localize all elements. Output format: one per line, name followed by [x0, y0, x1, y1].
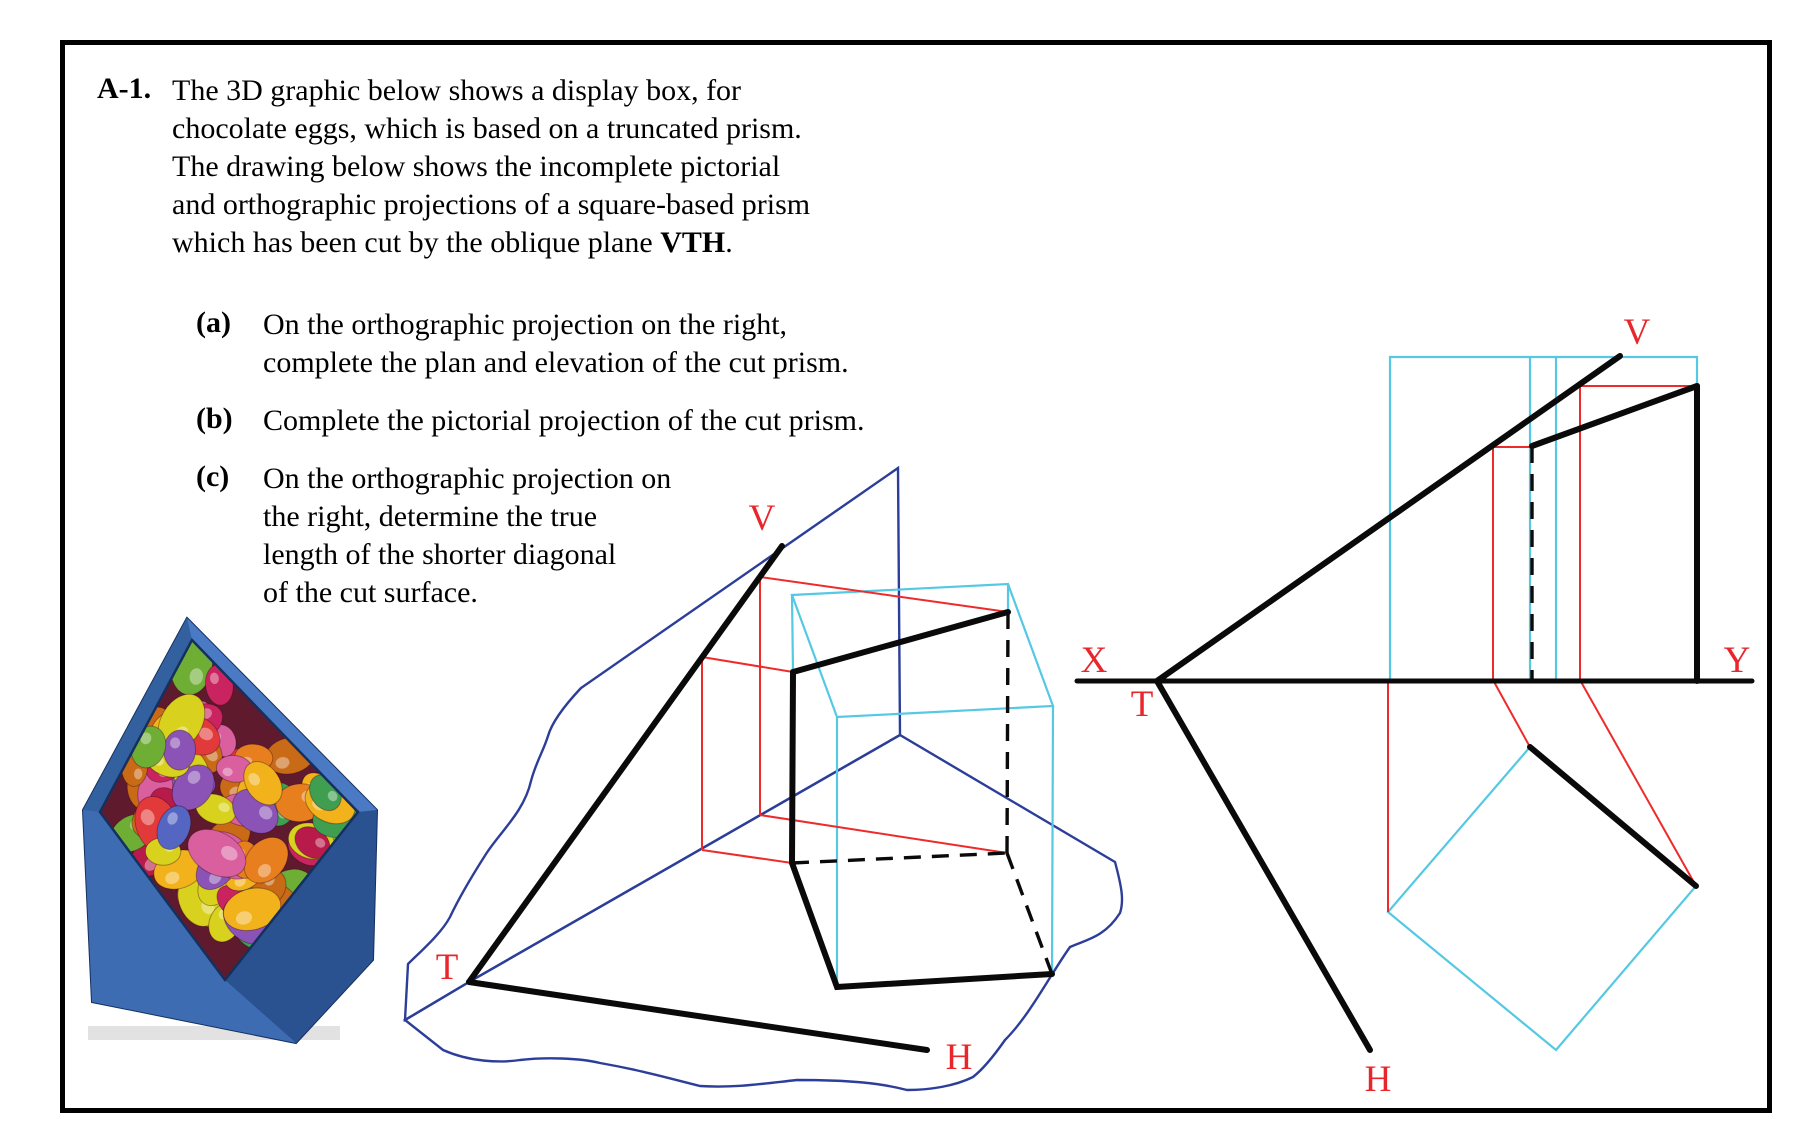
part-b-label: (b): [196, 402, 233, 435]
ortho-label-x: X: [1080, 640, 1108, 681]
prism-base-front-edges: [792, 863, 1052, 987]
pictorial-label-v: V: [748, 498, 776, 539]
vertical-trace-vt: [1157, 356, 1620, 681]
part-c-label: (c): [196, 460, 230, 493]
trace-line-th-pictorial: [469, 982, 927, 1050]
trace-line-vt-pictorial: [469, 546, 782, 982]
part-c-line: the right, determine the true: [263, 500, 598, 533]
part-a-label: (a): [196, 306, 231, 339]
part-b-line: Complete the pictorial projection of the cut prism.: [263, 404, 865, 437]
prism-edge-left-upper: [792, 595, 793, 672]
ortho-label-t: T: [1130, 684, 1154, 725]
statement-period: .: [725, 226, 733, 259]
horizontal-trace-th: [1157, 681, 1370, 1050]
vertical-plane-outline: [405, 468, 900, 1020]
orthographic-projection: [1077, 312, 1752, 1100]
uncut-plan-diamond: [1388, 747, 1696, 1050]
pictorial-hidden-edges: [792, 612, 1052, 974]
statement-line: The drawing below shows the incomplete pictorial: [172, 150, 781, 183]
pictorial-label-h: H: [945, 1037, 973, 1078]
ortho-label-v: V: [1623, 312, 1651, 353]
part-c-line: of the cut surface.: [263, 576, 478, 609]
part-c-line: On the orthographic projection on: [263, 462, 672, 495]
ortho-label-y: Y: [1723, 640, 1751, 681]
ortho-label-h: H: [1364, 1059, 1392, 1100]
pictorial-label-t: T: [435, 947, 459, 988]
statement-line-text: which has been cut by the oblique plane: [172, 226, 661, 259]
ortho-solid-lines: [1077, 356, 1752, 1050]
statement-line: and orthographic projections of a square-based prism: [172, 188, 811, 221]
pictorial-construction-lines: [702, 577, 1008, 863]
problem-number: A-1.: [97, 72, 152, 105]
uncut-prism-pictorial: [792, 584, 1053, 987]
prism-top-face: [792, 584, 1053, 717]
display-box-photo: [83, 618, 377, 1043]
cut-line-plan: [1530, 747, 1696, 886]
cut-prism-left-edge: [792, 672, 793, 863]
part-a-line: complete the plan and elevation of the cut prism.: [263, 346, 849, 379]
statement-line: The 3D graphic below shows a display box, for: [172, 74, 742, 107]
ortho-construction-lines: [1388, 386, 1697, 912]
horizontal-plane-outline: [405, 735, 1122, 1090]
part-c-line: length of the shorter diagonal: [263, 538, 617, 571]
part-a-line: On the orthographic projection on the right,: [263, 308, 788, 341]
pictorial-projection: [405, 468, 1122, 1090]
plane-name-vth: VTH: [660, 226, 726, 259]
prism-edge-right: [1052, 706, 1053, 974]
statement-line: chocolate eggs, which is based on a truncated prism.: [172, 112, 802, 145]
